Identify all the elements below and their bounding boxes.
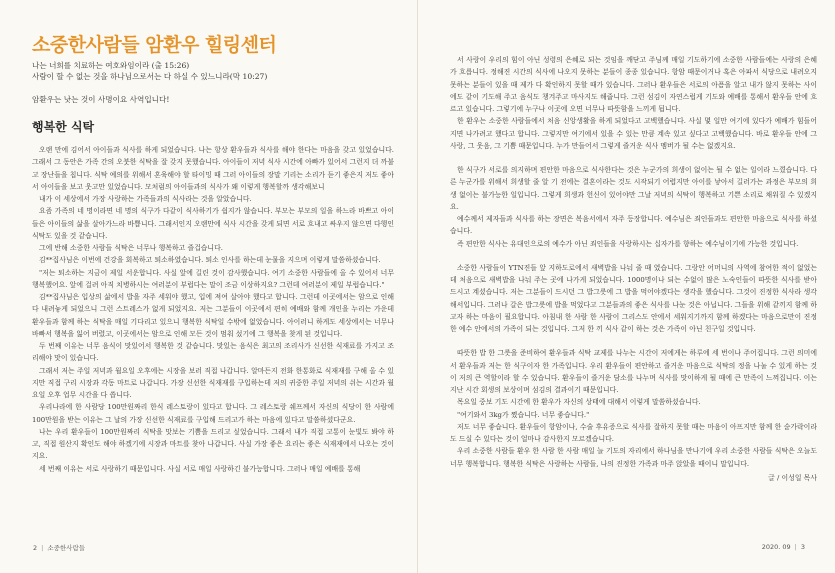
article-paragraph: 우리 소중한 사람들 환우 한 사람 한 사람 매일 늘 기도의 자리에서 하나님을 만나기에 우리 소중한 사람들 식탁은 오늘도 너무 행복합니다. 행복한 식탁은 사랑하는 사람들, 나의 진정한 가족과 마주 앉았을 때이니 말입니다.: [450, 447, 817, 468]
bible-verse: 사람이 할 수 없는 것을 하나님으로서는 다 하실 수 있느니라(막 10:27): [32, 72, 268, 81]
article-paragraph: 우리나라에 한 사람당 100만원짜리 한식 레스토랑이 있다고 합니다. 그 레스토랑 쉐프께서 자신의 식당이 한 사람에 100만원을 받는 이유는 그 날의 가장 신선한 식재료를 구입해 드리고가 하는 마음에 있다고 말씀하셨다군요.: [32, 403, 394, 424]
page-footer: [33, 543, 85, 552]
article-paragraph: 즉 편안한 식사는 유대인으로의 예수가 아닌 죄인들을 사랑하시는 십자가를 향하는 예수님이기에 가능한 것입니다.: [457, 239, 799, 248]
article-paragraph: 김**집사님은 입상의 삶에서 밥을 자주 세워야 했고, 입에 져여 살아야 했다고 합니다. 그런데 이곳에서는 암으로 인해 다 내려놓게 되었으니 그런 스트레스가 없게 되었지요. 저는 그분들이 이곳에서 편히 예배와 함께 개인을 누리는 가운데 환우들과 함께 하는 식탁을 매일 기다리고 있으니 행복한 식탁일 수밖에 없었습니다. 아이러니 하게도 세상에서는 너무나 바빠서 행복을 잃어 버렸고, 이곳에서는 암으로 인해 모든 것이 멈춰 섰기에 그 행복을 찾게 된 것입니다.: [32, 293, 394, 338]
article-paragraph: 나는 우리 환우들이 100만원짜리 식탁을 맛보는 기쁨을 드리고 싶었습니다. 그래서 내가 직접 고통이 눈빛도 봐야 하고, 직접 원산지 확인도 해야 하겠기에 시장과 마트를 찾아 나갑니다. 사실 가장 좋은 요리는 좋은 식재재에서 나오는 것이지요.: [32, 427, 394, 461]
article-column: [450, 54, 817, 562]
issue-date: 2020. 09: [761, 543, 791, 551]
bible-verse: 나는 너희를 치료하는 여호와임이라 (출 15:26): [32, 61, 190, 70]
article-paragraph: 한 환우는 소중한 사람들에서 처음 신앙생활을 하게 되었다고 고백했습니다. 사실 몇 일만 여기에 있다가 예배가 힘들어지면 나가려고 했다고 합니다. 그렇지만 여기에서 있을 수 있는 만큼 계속 있고 싶다고 고백했습니다. 바로 환우들 안에 그 사랑, 그 웃음, 그 기쁨 때문입니다. 누가 만들어서 그렇게 즐거운 식사 멤버가 될 수는 없겠지요.: [450, 117, 817, 150]
footer-divider: |: [794, 543, 797, 551]
article-paragraph: 오랜 만에 김어서 아이들과 식사를 하게 되었습니다. 나는 항상 환우들과 식사를 해야 한다는 마음을 갖고 있었습니다. 그래서 그 동안은 가족 간의 오붓한 식탁을 잘 갖지 못했습니다. 아이들이 저녁 식사 시간에 아빠가 있어서 그런지 더 까불고 장난들을 칩니다. 식탁 예의를 위해서 혼육해야 할 타이밍 때 그러 아이들의 장말 기리는 소리가 듣기 좋은지 저도 좋아서 아이들을 보고 웃고만 있었습니다. 모처럼의 아이들과의 식사가 왜 이렇게 행복할까 생각해보니: [32, 146, 394, 191]
author-signature: 글 / 이성일 목사: [768, 473, 817, 482]
article-paragraph: 내가 이 세상에서 가장 사랑하는 가족들과의 식사라는 것을 알았습니다.: [39, 195, 252, 203]
article-paragraph: 한 식구가 서로를 의지하며 편안한 마음으로 식사한다는 것은 누군가의 희생이 없이는 될 수 없는 일이라 느꼈습니다. 다른 누군가를 위해서 희생할 줄 알 기 전에는 결혼이라는 것도 시작되기 어렵지만 아이를 낳아서 길러가는 과정은 부모의 희생 없이는 불가능한 일입니다. 그렇게 희생과 헌신이 있어야만 그날 저녁의 식탁이 행복하고 기쁜 소리로 채워질 수 있겠지요.: [450, 166, 817, 211]
article-paragraph: 두 번째 이유는 너무 음식이 맛있어서 행복한 것 같습니다. 맛있는 음식은 최고의 조리사가 신선한 식재료를 가지고 조리해야 맛이 있습니다.: [32, 342, 394, 363]
article-paragraph: 따뜻한 밥 한 그릇을 준비하여 환우들과 식탁 교제를 나누는 시간이 저에게는 하루에 세 번이나 주어집니다. 그런 의미에서 환우들과 저는 한 식구이자 한 가족입니다. 우리 환우들이 편안하고 즐거운 마음으로 식탁의 정을 나눌 수 있게 하는 것이 저의 큰 역할이라 할 수 있습니다. 환우들이 즐거운 담소를 나누며 식사를 맛이하게 될 때에 큰 만족이 느껴집니다. 이는 지난 시간 회생의 보상이며 섬김의 결과이기 때문입니다.: [450, 349, 817, 394]
section-heading: 행복한 식탁: [32, 120, 95, 134]
article-paragraph: 저도 너무 좋습니다. 환우들이 항암이나, 수술 후유증으로 식사를 잘하지 못할 때는 마음이 아프지만 함께 한 숟가락이라도 드실 수 있다는 것이 얼마나 감사한지 모르겠습니다.: [450, 422, 817, 443]
quote-paragraph: "저는 퇴소하는 지금이 제일 서운합니다. 사실 앞에 길린 것이 감사했습니다. 여기 소중한 사람들에 올 수 있어서 너무 행복했어요. 앞에 걸려 아직 치병하시는 여러분이 부럽다는 말이 조금 이상하지요? 그런데 여러분이 제일 부럽습니다.": [32, 268, 394, 289]
quote-paragraph: "여기와서 3kg가 쪘습니다. 너무 좋습니다.": [457, 410, 590, 419]
article-paragraph: 세 번째 이유는 서로 사랑하기 때문입니다. 사실 서로 매일 사랑하긴 불가능합니다. 그러나 매일 예배를 통해: [39, 464, 361, 473]
article-paragraph: 그에 반해 소중한 사람들 식탁은 너무나 행복하고 즐겁습니다.: [39, 244, 223, 252]
page-number: 3: [800, 543, 805, 551]
article-paragraph: 그래서 저는 주일 저녁과 월요일 오후에는 시장을 보러 직접 나갑니다. 알마든지 전화 한통화로 식재재를 구해 올 수 있지만 직접 구리 시장과 각동 마트로 나갑니다. 가장 신선한 식재재를 구입하는데 저의 귀중한 주일 저녁의 쉬는 시간과 월요일 오후 업무 시간을 다 씁니다.: [32, 366, 394, 399]
page-title: 소중한사람들 암환우 힐링센터: [32, 34, 277, 56]
publication-name: 소중한사람들: [47, 544, 86, 552]
article-paragraph: 소중한 사람들이 YTN진들 앞 지하도로에서 새벽밥을 나눠 줄 때 였습니다. 그랑안 어머니의 사역에 참여한 적이 없었는데 처음으로 새벽밥을 나눠 주는 곳에 나가게 되었습니다. 1000명이나 되는 수없이 많은 노숙인들이 따뜻한 식사를 받아 드시고 계셨습니다. 저는 그분들이 드시던 그 밥그릇에 그 밥을 먹어야겠다는 생각을 했습니다. 그것이 진정한 식사라 생각해서입니다. 그러나 갈은 밥그릇에 밥을 먹었다고 그분들과의 좋은 식사를 나눈 것은 아닙니다. 그들을 위해 같끼지 함께 하고자 하는 마음이 필요합니다. 아침내 한 사람 한 사람이 그리스도 안에서 세워지기까지 함께 하겠다는 마음으로만이 진정한 예수 안에서의 가족이 되는 것입니다. 그저 한 끼 식사 같이 하는 것은 가족이 아닌 친구일 것입니다.: [450, 263, 817, 333]
left-page: [0, 0, 417, 573]
article-paragraph: 김**집사님은 이번에 건강을 회복하고 퇴소하였습니다. 퇴소 인사를 하는데 눈물을 지으며 이렇게 말씀하셨습니다.: [39, 256, 381, 265]
article-column: [32, 144, 394, 544]
article-paragraph: 서 사랑이 우리의 힘이 아닌 성령의 은혜로 되는 것임을 깨닫고 주님께 매일 기도하기에 소중한 사람들에는 사랑의 은혜가 흐릅니다. 정해진 시간의 식사에 나오지 못하는 분들이 종종 있습니다. 항암 때문이거나 혹은 아파서 식당으로 내려오지 못하는 분들이 있을 때 제가 다 확인하지 못할 때가 있습니다. 그러나 환우들은 서로의 아픔을 알고 내가 않지 못하는 사이에도 같이 기도해 주고 음식도 챙겨주고 마사지도 해줍니다. 그런 섬김이 자연스럽게 기도와 예배를 통해서 환우들 안에 흐르고 있습니다. 그렇기에 누구나 이곳에 오면 너무나 따뜻함을 느끼게 됩니다.: [450, 56, 817, 113]
article-paragraph: 예수께서 제자들과 식사를 하는 장면은 복음서에서 자주 등장합니다. 예수님은 죄인들과도 편안한 마음으로 식사를 하셨습니다.: [450, 215, 817, 236]
mission-statement: 암환우는 낫는 것이 사명이요 사역입니다!: [32, 95, 170, 104]
article-paragraph: 목요일 중보 기도 시간에 한 환우가 자신의 상태에 대해서 이렇게 말씀하셨습니다.: [457, 398, 701, 407]
page-footer: [762, 543, 805, 551]
article-paragraph: 요즘 가족의 네 명이라면 네 명의 식구가 다같이 식사하기가 쉽지가 않습니다. 부모는 부모의 일을 하느라 바쁘고 아이들은 아이들의 삶을 살아가느라 바쁩니다. 그래서인지 오랜만에 식사 시간을 갖게 되면 서로 흐내고 싸우지 않으면 다행인 식탁도 있을 것 같습니다.: [32, 207, 394, 240]
right-page: [418, 0, 835, 573]
footer-divider: |: [41, 544, 44, 552]
page-number: 2: [33, 544, 38, 552]
